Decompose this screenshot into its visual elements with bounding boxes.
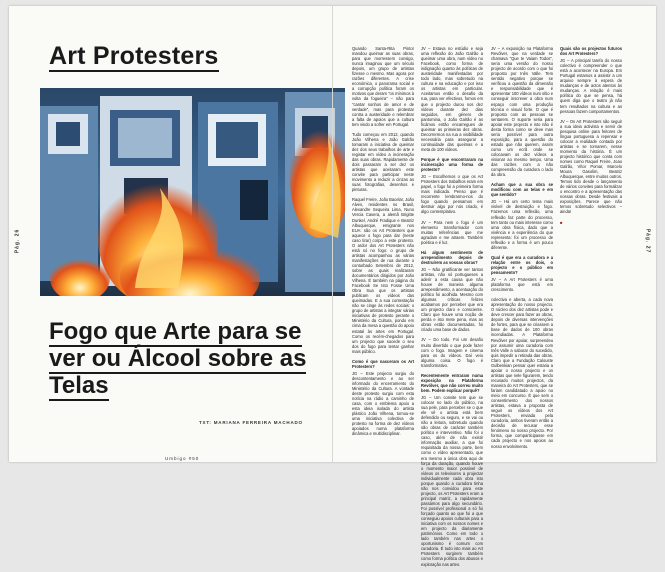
headline-top: Art Protesters <box>49 42 219 70</box>
paragraph: JG – Escolhemos o que os Art Protesters dos trabalhos eram em papel, o fogo foi a primeira forma mais indicada. Penso que é recorrente lembrarmo-nos do fogo quando pensamos em destruir algo por nós criado, é algo contemplativo. <box>421 174 483 215</box>
paragraph: colectiva e aberta, a cada nova apresentação do nosso projecto. O núcleo dos dez artistas pode e deve crescer para fazer as obras, depois de diversas intervenções de fortes, para que se criassem a base de dados de 100 obras incendiadas. A Plataforma Revólver por apoiar, surpreendeu por assumir uma curadoria com Inês Valle a saborar do sucedido, quis impedir a retirada das obras. Claro que a Fundação Calouste Gulbenkian pensar quer estaria a apoiar o nosso projecto e os artistas que nele figurarem, tendo recusado muitos projectos, da maneira do Art Protesters, que se fariam candidatado a apoio no meio em concurso. É que sem o consentimento dos nossos artistas, estava a proposta de seguir os vídeos dos Art Protesters, enviada pela curadoria, ambos tiveram então a decisão de recusar esse fenómeno no nosso projecto. Por forma, que comparticipasse em cada projecto e nos apoios ao nosso envolvimento. <box>491 297 553 449</box>
text-column-2 <box>421 46 483 572</box>
interview-question: Quais são os projectos futuros dos Art Protesters? <box>560 46 622 57</box>
interview-question: Qual é que era a curadora e a relação entre os dois, o projecto e o público em pensamento? <box>491 254 553 275</box>
burning-artworks-photo <box>40 88 345 296</box>
headline-bottom <box>49 319 339 400</box>
interview-question: Recentemente entraram numa exposição na Plataforma Revólver, que não correu muito bem. Podem explicar porquê? <box>421 372 483 393</box>
paragraph: JG – Este projecto surgiu do descontentamento e ao ser informado do encerramento do Ministério da Cultura. A vontade deste protesto surgiu com esta notícia na rádio a caminho de casa, com o emblema apoio a esta ideia isolada do artista plástico João Vilhena, tornou-se uma iniciativa colectiva de protesto na forma de dez vídeos apoiados numa plataforma dinâmica e multidisciplinar. <box>352 370 414 437</box>
interview-question: Como é que nasceram os Art Protesters? <box>352 358 414 369</box>
paragraph: JV – A exposição na Plataforma Revólver, que na verdade se chamava "Que te Vaiam Todos", seria uma versão do nosso projecto de acordo com o que foi proposto por Inês Valle. Tem sentido negativo porque se verificou a questão da dimensão e responsabilidade que é apresentar 100 vídeos num sítio e conseguir inscrever a obra num espaço com uma produção técnica e visual forte. O que é proposto com as pessoas se sentarem. O suporte seria para apoiar este projecto e isto não é desta forma como se deve mas seria possível para outra exposição, para a questão do estado que não querem, assim como um ecrã onde se colocavam os dez vídeos a visionar ao mesmo tempo. Uma das razões com a não compreensão da curadora o lado da obra. <box>491 46 553 178</box>
paragraph: JV – Do todo. Foi um desafio muito divertido o que pode fazer com o fogo. Imagem e cinema para os do vídeos. Daí veio alguma coisa. O fogo é transformativo. <box>421 337 483 368</box>
page-label-left: Pág. 26 <box>14 228 21 254</box>
byline: TXT: MARIANA FERREIRA MACHADO <box>199 420 303 425</box>
text-column-3 <box>491 46 553 454</box>
text-column-1 <box>352 46 414 441</box>
folio: Umbigo #50 <box>165 456 200 461</box>
headline-bottom-text: Fogo que Arte para se ver ou Álcool sobre as Telas <box>49 318 307 399</box>
paragraph: JG – A principal tarefa do nosso colectivo é compreender o que está a acontecer na Europa. Em Portugal estamos a assistir a um arquivo sempre à espera de mudanças e de actos atentos às mudanças. A relação é mais política do que se pensa, há quem diga que o teatro já não tem resultados na cultura e as pessoas fazem comportamentos. <box>560 58 622 114</box>
paragraph: Tudo começou em 2012, quando João Vilhena e João Galrão tomaram a iniciativa de queimar dez dos seus trabalhos de arte e registar em vídeo a incineração das suas obras. Rapidamente de dois passaram a ser dez os artistas que aceitaram este convite para participar neste movimento a reduzir a cinzas as suas fotografias, desenhos e pinturas. <box>352 131 414 193</box>
photo-illustration <box>40 88 345 296</box>
page-label-right: Pág. 27 <box>644 228 651 254</box>
paragraph: JG – Há um certo tema mais visível de destruição e fogo. Fazemos uma reflexão, uma reflexão faz parte do processo, tem tanto ou mais interesse como uma obra física, dado que a vivência e a experiência do que representa: foi um processo de reflexão e a forma é um pouco diferente. <box>491 199 553 250</box>
interview-question: Há algum sentimento de arrependimento depois de destruírem as vossas obras? <box>421 249 483 265</box>
paragraph: JG – Não gratificante ver tantos artistas, não só portugueses a aderir a esta causa que não houve de maneira alguma arrependimento, a acentuação do político foi acolhida. Mesmo com algumas críticas felizes acabamos por perceber que era um projecto claro e consciente. Claro que houve uma noção de perda e isto mete pena, mas as obras estão documentadas, foi criado uma base de dados. <box>421 266 483 333</box>
paragraph: JV – Estava no estúdio e seja uma reflexão do João Galrão a queimar uma obra, num vídeo no Facebook, como forma de indignação quanto às políticas de austeridade manifestadas por todo lado, mas sobretudo na cultura e na educação e por isso os artistas em particular. Aceitamos então o desafio da rua, para ver efectivos, fomos em que o projecto durou nos dez vídeos durante dez dias seguidos, em género de pantomina, o João Galrão é as ficámos então encarregues de queimar as primeiras dez obras. Decorrermos na rua a visibilidade necessária para assegurar a continuidade das queimas e a meta de 100 vídeos. <box>421 46 483 152</box>
end-mark: ■ <box>560 219 563 225</box>
paragraph: JG – Um convite tem que se colocar no lado do público, na sua pele, para perceber se o que ele vê o artista está bem defendido ou seguro, e se vai ou não a leitura, sobretudo quando são obras de carácter também político e interventivo. Não foi o caso, além de não existir informação auxiliar, a que foi requisitada da nossa parte, bem como o vídeo apresentado, que era mesmo a única obra aqui de força da duração, quando houve o momento maior possível de vídeos os televisores a projectar individualmente cada obra isto porque quando a curadora tinha não nos convidou para este projecto, os Art Protesters eram a principal matriz, a rapidamente passámos para algo secundário. Foi possível profissional a só foi forçado quanto ao que foi a que conseguiu apoios culturais para a iniciativa com os nossos nomes e em projecto da diariamente patrimónios. Como em todo o lado também nas artes o oportunismo é comum com curadoria. É tudo isto mais ao Art Protesters surgirem também como forma política dos abusos e exploração nas artes. <box>421 394 483 567</box>
interview-question: Acham que a sua obra se modificou com as telas e em que sentido? <box>491 182 553 198</box>
interview-question: Porque é que encontraram na incineração uma forma de protesto? <box>421 156 483 173</box>
paragraph: Raquel Freire, João Bacelar, João Alves, residentes no Brasil, Alexandre Sequeira Lima, Nuno Vercia Cavera, a alemã Brigitte Dunkel, André Fradique e Beatriz Albuquerque, emigrante nos EUA: são os Art Protesters que aquece o fogo para dar (neste caso tirar) corpo a este protesto. O ardor dos Art Protesters não está só no fogo: o grupo de artistas acompanhou as várias manifestações de rua durante o conturbado Setembro de 2012, sobre as quais realizaram documentários dirigidos por João Vilhena. É também na página do Facebook Se Isto Fosse Uma Obra Sua que os artistas publicam os vídeos das queimadas. E a sua contestação não se cinge às redes sociais: o grupo de artistas a integrar várias iniciativas de protesto perante o Ministério da Cultura, pondo em cima da mesa a questão do apoio estatal às artes em Portugal. Como os recém-chegados para um projecto que sucede o seu dos do fogo para tentar ganhar mais público. <box>352 197 414 354</box>
paragraph: JV – Os Art Protesters são seguir a sua ideia activista e servir de pesquisa online para feitores de língua portuguesa a repensar e colocar a realidade contada por artistas e se tornarem, nesse momento da história. É um projecto histórico que conta com nomes como Raquel Freire, Joao Galrão, Vítor Pomar, Marcelo Moura Gasolim, Beatriz Albuquerque, entre muitos outros. Temos tido desde o lançamento de vários convites para formalizar o encontro e a apresentação das nossas obras. Desde festivais a exposições. Parece que não temos sobretudo selectivos – ainda! <box>560 118 622 215</box>
page-gutter <box>332 6 333 462</box>
paragraph: Quando Santa-Rita Pintor mandou queimar as suas obras, para que morressem consigo, nunca imaginou que um século depois, um grupo de artistas fizesse o mesmo. Mas agora por razões diferentes. A crise económica, o panorama social e a corrupção política foram os motivos que deram "os mínimos à volta da fogueira" – não para "cantar sonhos de amor e de verdade", mas para protestar contra a austeridade e relembrar a falta de apoios que a cultura tem vindo a sofrer em Portugal. <box>352 46 414 127</box>
paragraph: JV – Para nem o fogo é um elemento transformador com muitas referências que me agradam e me atraem. Também poética e é luz. <box>421 219 483 245</box>
paragraph: JV – A Art Protesters é uma plataforma que está em crescimento. <box>491 277 553 293</box>
text-column-4 <box>560 46 622 230</box>
